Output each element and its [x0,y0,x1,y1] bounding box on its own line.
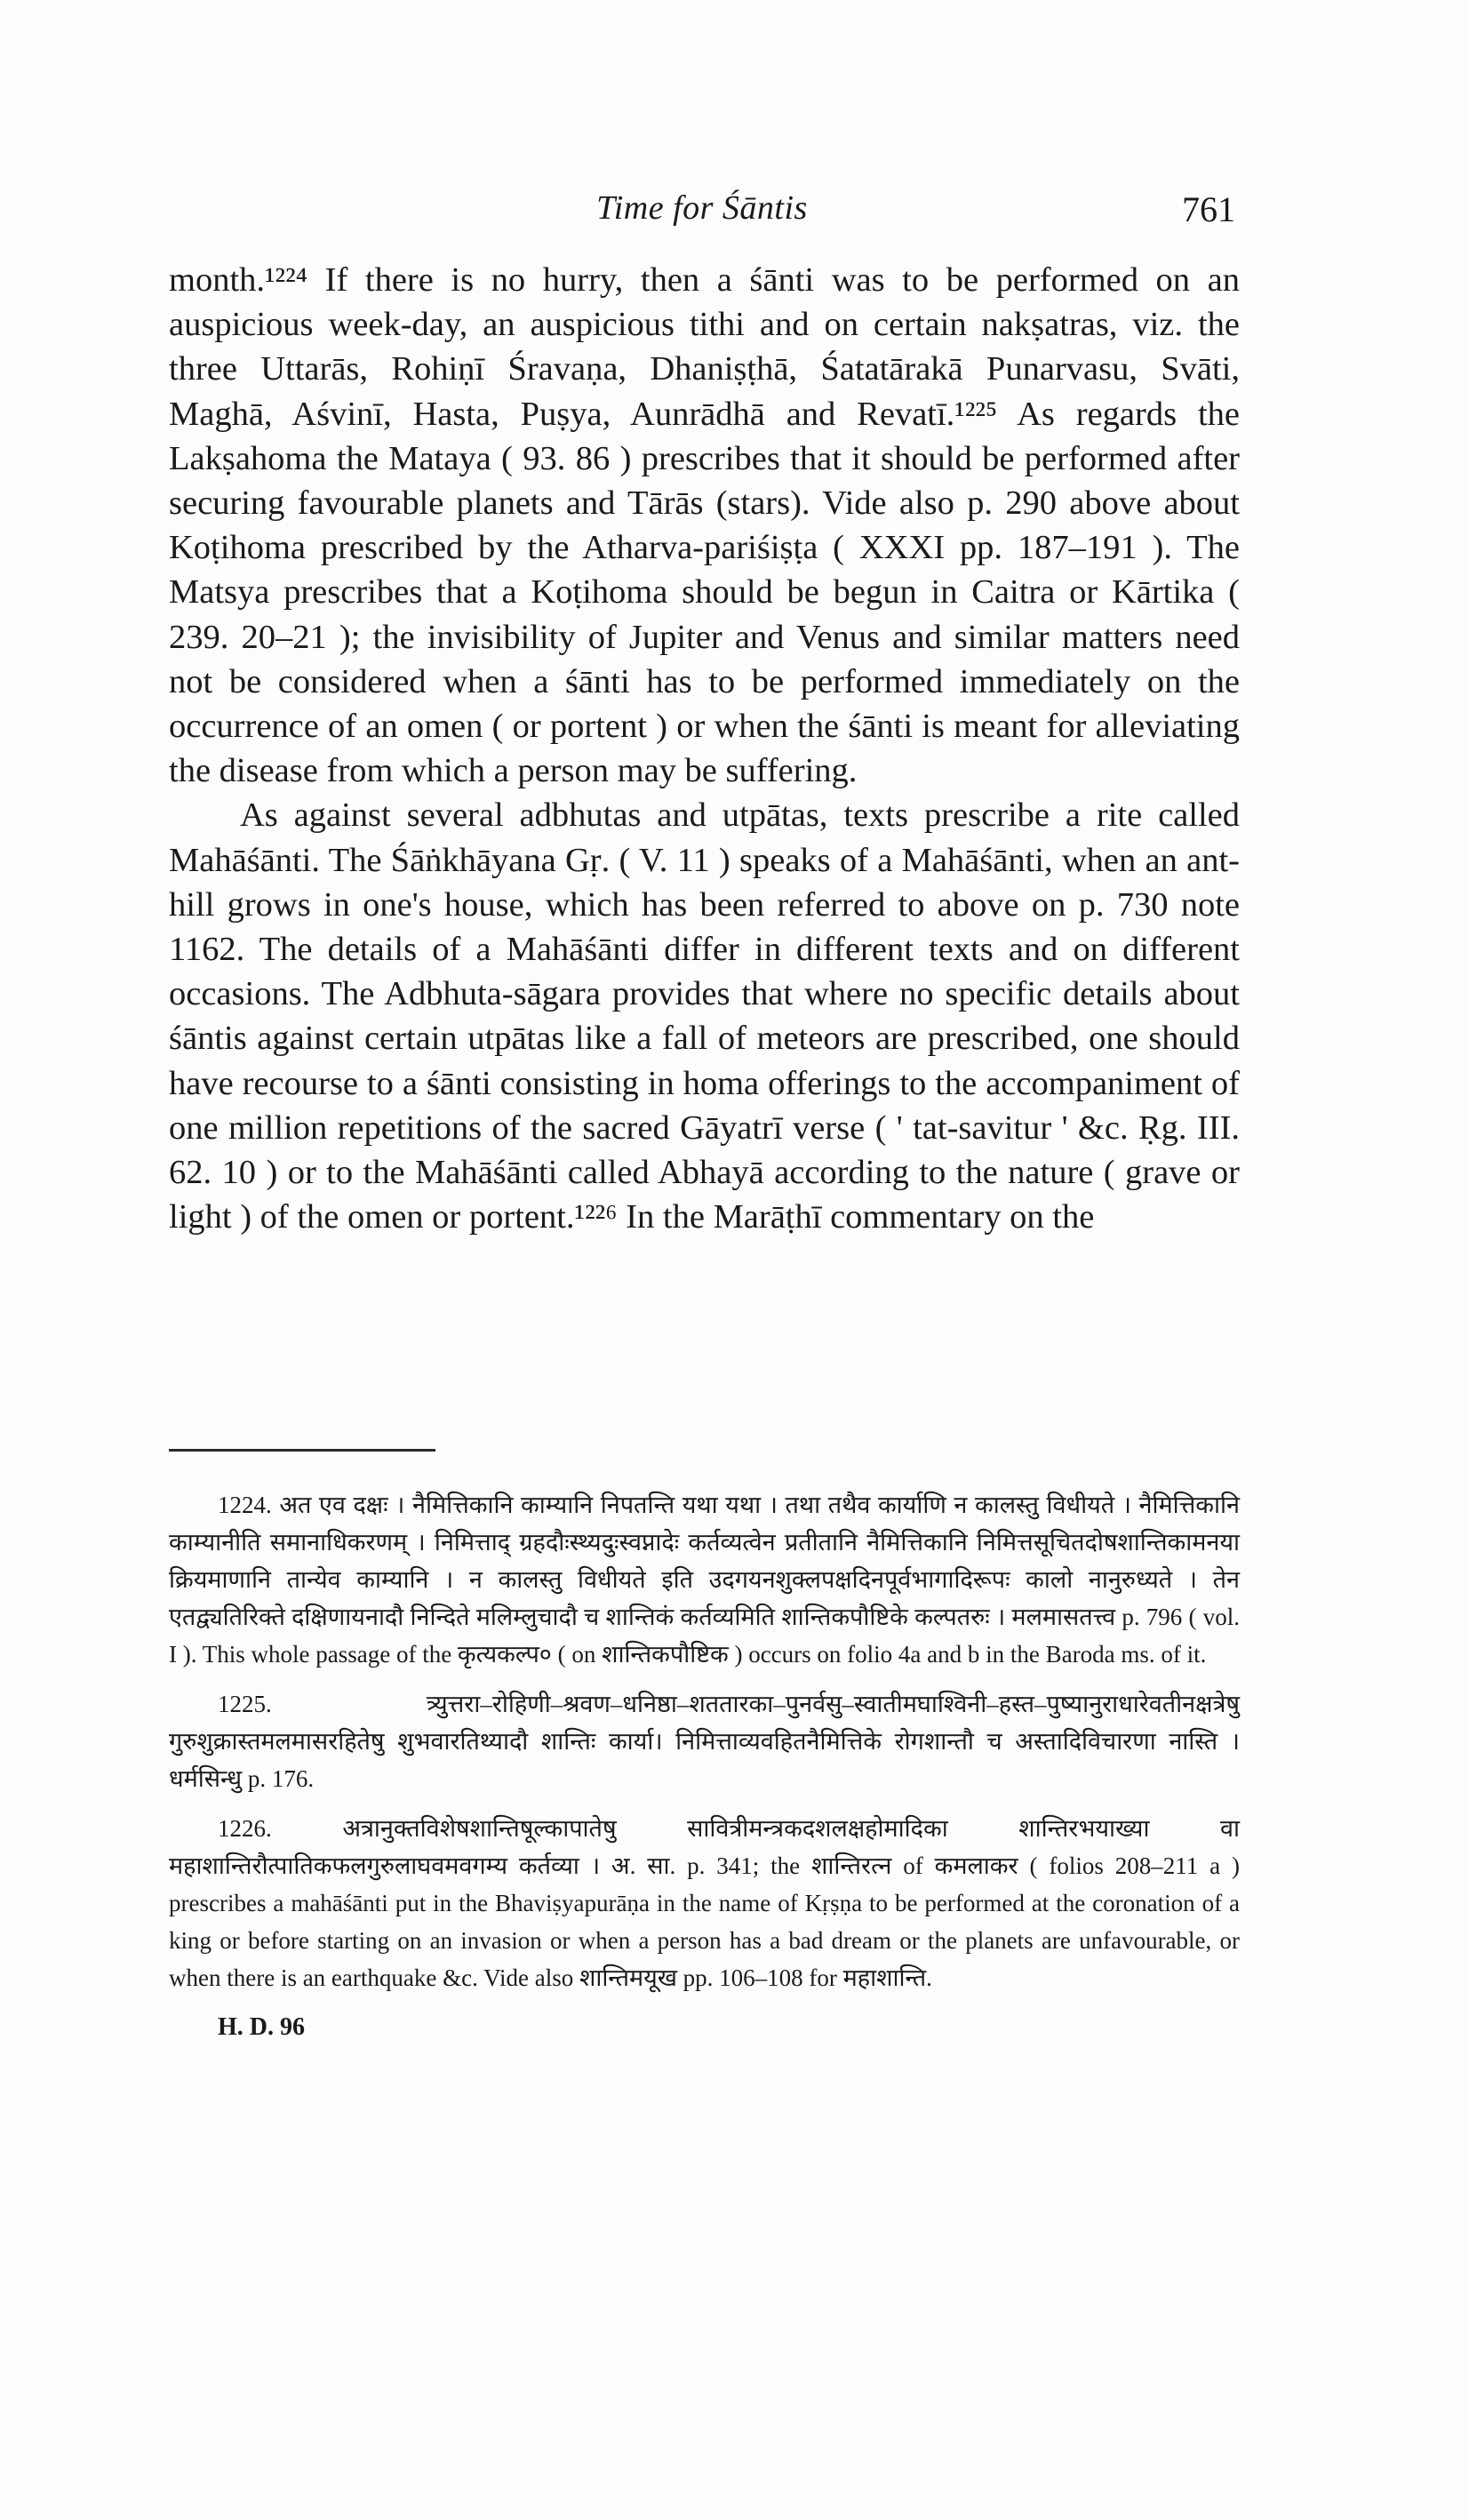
footnotes [169,1486,1240,2046]
signature-mark: H. D. 96 [218,2013,305,2041]
main-text [169,258,1240,1239]
running-header [169,188,1235,242]
paragraph: As against several adbhutas and utpātas, texts prescribe a rite called Mahāśānti. The Śāṅkhāyana Gṛ. ( V. 11 ) speaks of a Mahāśānti, when an ant-hill grows in one's house, which has been referred to above on p. 730 note 1162. The details of a Mahāśānti differ in different texts and on different occasions. The Adbhuta-sāgara provides that where no specific details about śāntis against certain utpātas like a fall of meteors are prescribed, one should have recourse to a śānti consisting in homa offerings to the accompaniment of one million repetitions of the sacred Gāyatrī verse ( ' tat-savitur ' &c. Ṛg. III. 62. 10 ) or to the Mahāśānti called Abhayā according to the nature ( grave or light ) of the omen or portent.¹²²⁶ In the Marāṭhī commentary on the [169,796,1240,1236]
page-number: 761 [1182,189,1235,229]
footnote-text: त्र्युत्तरा–रोहिणी–श्रवण–धनिष्ठा–शततारका–पुनर्वसु–स्वातीमघाश्विनी–हस्त–पुष्यानुराधारेवतीनक्षत्रेषु गुरुशुक्रास्तमलमासरहितेषु शुभवारतिथ्यादौ शान्तिः कार्या। निमित्ताव्यवहितनैमित्तिके रोगशान्तौ च अस्तादिविचारणा नास्ति । धर्मसिन्धु p. 176. [169,1691,1240,1792]
footnote-number: 1225. [218,1691,272,1717]
paragraph: month.¹²²⁴ If there is no hurry, then a śānti was to be performed on an auspicious week-day, an auspicious tithi and on certain nakṣatras, viz. the three Uttarās, Rohiṇī Śravaṇa, Dhaniṣṭhā, Śatatārakā Punarvasu, Svāti, Maghā, Aśvinī, Hasta, Puṣya, Aunrādhā and Revatī.¹²²⁵ As regards the Lakṣahoma the Mataya ( 93. 86 ) prescribes that it should be performed after securing favourable planets and Tārās (stars). Vide also p. 290 above about Koṭihoma prescribed by the Atharva-pariśiṣṭa ( XXXI pp. 187–191 ). The Matsya prescribes that a Koṭihoma should be begun in Caitra or Kārtika ( 239. 20–21 ); the invisibility of Jupiter and Venus and similar matters need not be considered when a śānti has to be performed immediately on the occurrence of an omen ( or portent ) or when the śānti is meant for alleviating the disease from which a person may be suffering. [169,261,1240,790]
footnote-text: अत्रानुक्तविशेषशान्तिषूल्कापातेषु सावित्रीमन्त्रकदशलक्षहोमादिका शान्तिरभयाख्या वा महाशान्तिरौत्पातिकफलगुरुलाघवमवगम्य कर्तव्या । अ. सा. p. 341; the शान्तिरत्न of कमलाकर ( folios 208–211 a ) prescribes a mahāśānti put in the Bhaviṣyapurāṇa in the name of Kṛṣṇa to be performed at the coronation of a king or before starting on an invasion or when a person has a bad dream or the planets are unfavourable, or when there is an earthquake &c. Vide also शान्तिमयूख pp. 106–108 for महाशान्ति. [169,1815,1240,1991]
running-title: Time for Śāntis [596,189,808,227]
footnote-number: 1224. [218,1492,272,1518]
footnote-rule [169,1449,435,1452]
footnote-1226 [169,1810,1240,1996]
footnote-1224 [169,1486,1240,1673]
footnote-text: अत एव दक्षः । नैमित्तिकानि काम्यानि निपतन्ति यथा यथा । तथा तथैव कार्याणि न कालस्तु विधीयते । नैमित्तिकानि काम्यानीति समानाधिकरणम् । निमित्ताद् ग्रहदौःस्थ्यदुःस्वप्नादेः कर्तव्यत्वेन प्रतीतानि नैमित्तिकानि निमित्तसूचितदोषशान्तिकामनया क्रियमाणानि तान्येव काम्यानि । न कालस्तु विधीयते इति उदगयनशुक्लपक्षदिनपूर्वभागादिरूपः कालो नानुरुध्यते । तेन एतद्व्यतिरिक्ते दक्षिणायनादौ निन्दिते मलिम्लुचादौ च शान्तिकं कर्तव्यमिति शान्तिकपौष्टिके कल्पतरुः । मलमासतत्त्व p. 796 ( vol. I ). This whole passage of the कृत्यकल्प० ( on शान्तिकपौष्टिक ) occurs on folio 4a and b in the Baroda ms. of it. [169,1492,1240,1668]
footnote-1225 [169,1685,1240,1797]
footnote-number: 1226. [218,1815,272,1842]
